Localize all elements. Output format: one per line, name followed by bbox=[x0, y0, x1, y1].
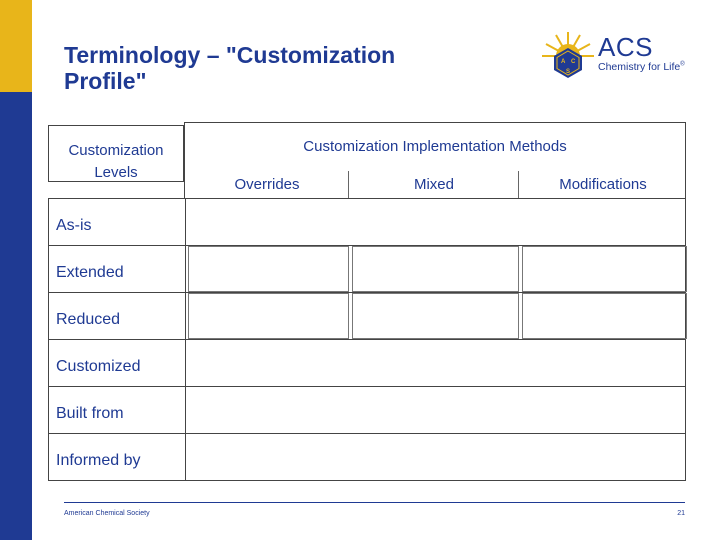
method-mixed: Mixed bbox=[413, 176, 454, 193]
profile-grid bbox=[48, 198, 686, 481]
slide-title bbox=[64, 42, 484, 94]
grid-cell bbox=[522, 293, 687, 339]
side-bar-accent bbox=[0, 0, 32, 92]
row-label-built-from: Built from bbox=[56, 405, 124, 422]
method-modifications: Modifications bbox=[559, 176, 647, 193]
grid-cell bbox=[352, 293, 519, 339]
method-overrides: Overrides bbox=[234, 176, 300, 193]
table-row bbox=[48, 198, 686, 245]
page-number: 21 bbox=[677, 510, 685, 517]
table-row bbox=[48, 386, 686, 433]
emblem-letter-c: C bbox=[571, 59, 576, 65]
acs-emblem-icon bbox=[540, 30, 596, 82]
column-divider bbox=[185, 340, 186, 386]
method-separator bbox=[348, 171, 349, 199]
table-row bbox=[48, 433, 686, 481]
row-label-customized: Customized bbox=[56, 358, 141, 375]
footer-organization: American Chemical Society bbox=[64, 510, 150, 517]
row-label-extended: Extended bbox=[56, 264, 124, 281]
grid-cell bbox=[188, 246, 349, 292]
levels-header bbox=[48, 125, 184, 182]
row-label-informed-by: Informed by bbox=[56, 452, 141, 469]
logo-tagline bbox=[598, 61, 685, 73]
row-label-reduced: Reduced bbox=[56, 311, 121, 328]
acs-logo bbox=[540, 30, 690, 82]
method-separator bbox=[518, 171, 519, 199]
logo-wordmark: ACS bbox=[598, 32, 653, 62]
footer-divider bbox=[64, 502, 685, 503]
levels-header-line-2: Levels bbox=[94, 164, 138, 181]
grid-cell bbox=[352, 246, 519, 292]
grid-cell bbox=[522, 246, 687, 292]
row-label-as-is: As-is bbox=[56, 217, 92, 234]
emblem-letter-a: A bbox=[561, 59, 566, 65]
column-divider bbox=[185, 199, 186, 245]
methods-header bbox=[184, 122, 686, 198]
methods-title: Customization Implementation Methods bbox=[303, 138, 567, 155]
column-divider bbox=[185, 246, 186, 292]
emblem-letter-s: S bbox=[566, 69, 571, 75]
table-row bbox=[48, 339, 686, 386]
table-row bbox=[48, 245, 686, 292]
table-row bbox=[48, 292, 686, 339]
logo-tagline-text: Chemistry for Life bbox=[598, 61, 681, 73]
column-divider bbox=[185, 293, 186, 339]
levels-header-line-1: Customization bbox=[68, 142, 164, 159]
slide-title-line-2: Profile" bbox=[64, 68, 147, 94]
grid-cell bbox=[188, 293, 349, 339]
logo-trademark: ® bbox=[680, 61, 685, 68]
column-divider bbox=[185, 434, 186, 480]
slide-title-line-1: Terminology – "Customization bbox=[64, 42, 396, 68]
column-divider bbox=[185, 387, 186, 433]
